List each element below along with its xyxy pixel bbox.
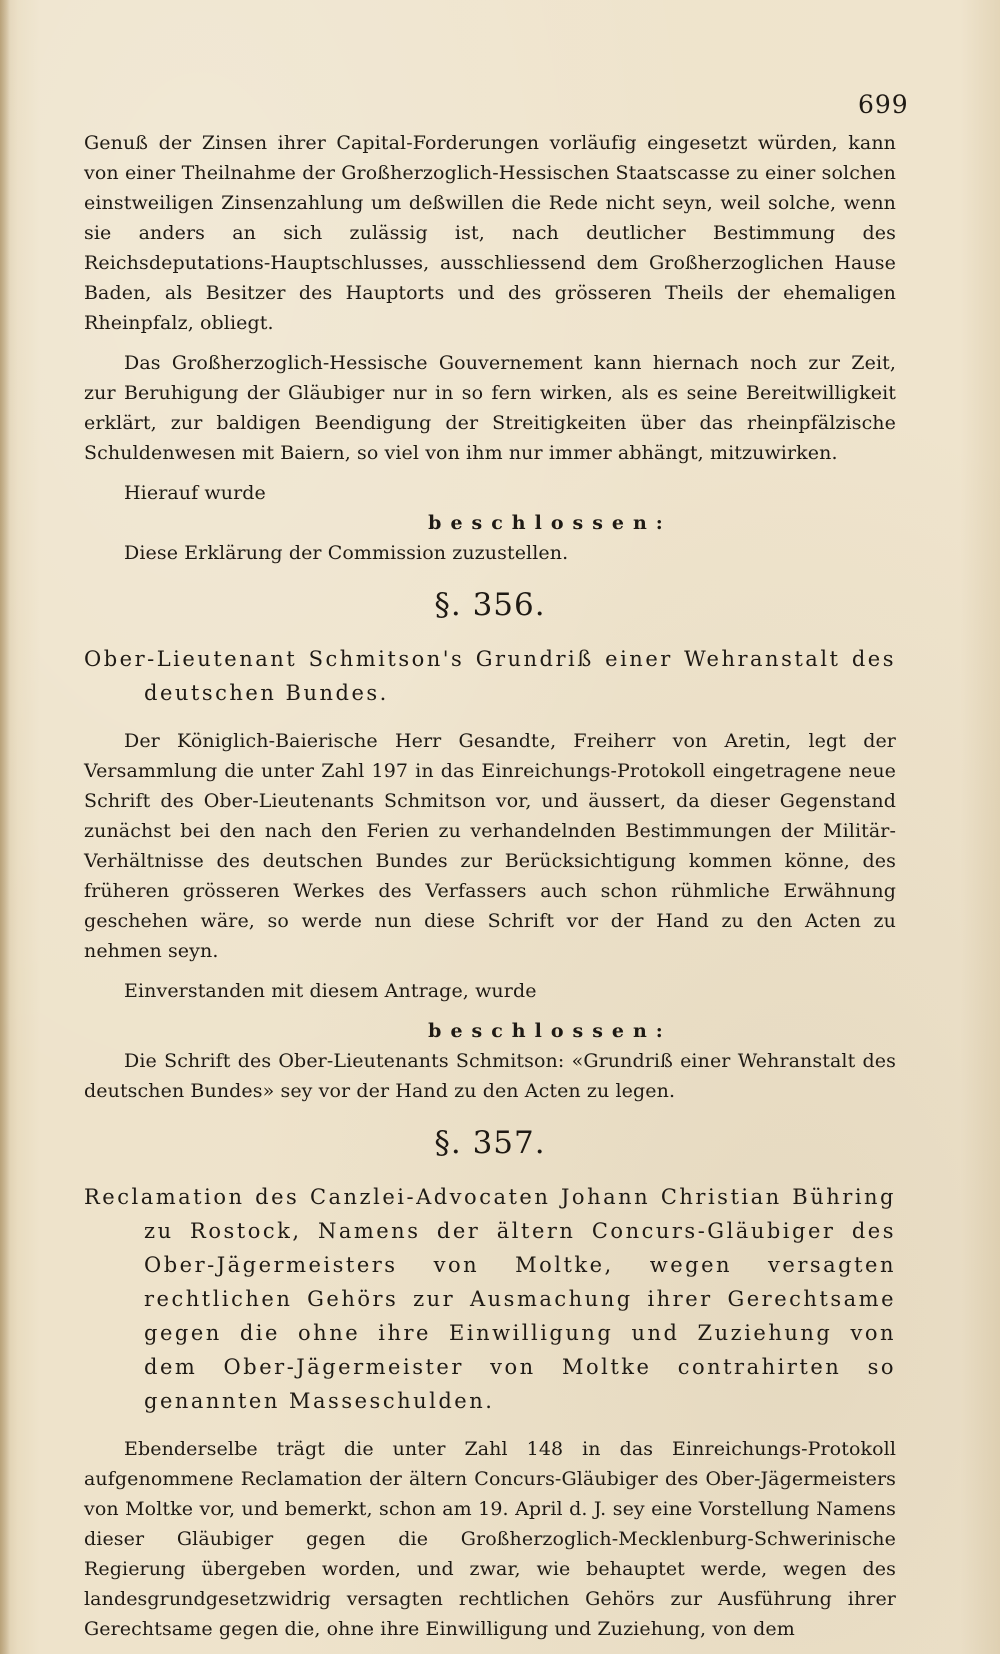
paragraph-resolution-1: Diese Erklärung der Commission zuzustellen.	[124, 542, 569, 564]
paragraph-einverstanden: Einverstanden mit diesem Antrage, wurde	[124, 980, 537, 1002]
resolution-heading-1: beschlossen:	[428, 512, 672, 534]
page-body	[84, 128, 896, 1644]
paragraph-reclamation-presentation: Ebenderselbe trägt die unter Zahl 148 in das Einreichungs-Protokoll aufgenommene Reclamation der ältern Concurs-Gläubiger des Ober-Jägermeisters von Moltke vor, und bemerkt, schon am 19. April d. J. sey eine Vorstellung Namens dieser Gläubiger gegen die Großherzoglich-Mecklenburg-Schwerinische Regierung übergeben worden, und zwar, wie behauptet werde, wegen des landesgrundgesetzwidrig versagten rechtlichen Gehörs zur Ausführung ihrer Gerechtsame gegen die, ohne ihre Einwilligung und Zuziehung, von dem	[84, 1438, 896, 1640]
page-number: 699	[858, 90, 909, 119]
resolution-heading-2: beschlossen:	[428, 1020, 672, 1042]
paragraph-hessian-government: Das Großherzoglich-Hessische Gouvernement kann hiernach noch zur Zeit, zur Beruhigung der Gläubiger nur in so fern wirken, als es seine Bereitwilligkeit erklärt, zur baldigen Beendigung der Streitigkeiten über das rheinpfälzische Schuldenwesen mit Baiern, so viel von ihm nur immer abhängt, mitzuwirken.	[84, 352, 896, 464]
paragraph-hierauf: Hierauf wurde	[124, 482, 266, 504]
paragraph-resolution-2: Die Schrift des Ober-Lieutenants Schmitson: «Grundriß einer Wehranstalt des deutschen Bundes» sey vor der Hand zu den Acten zu legen.	[84, 1050, 896, 1102]
paragraph-aretin-proposal: Der Königlich-Baierische Herr Gesandte, Freiherr von Aretin, legt der Versammlung die unter Zahl 197 in das Einreichungs-Protokoll eingetragene neue Schrift des Ober-Lieutenants Schmitson vor, und äussert, da dieser Gegenstand zunächst bei den nach den Ferien zu verhandelnden Bestimmungen der Militär-Verhältnisse des deutschen Bundes zur Berücksichtigung kommen könne, des früheren grösseren Werkes des Verfassers auch schon rühmliche Erwähnung geschehen wäre, so werde nun diese Schrift vor der Hand zu den Acten zu nehmen seyn.	[84, 730, 896, 962]
section-357-heading: Reclamation des Canzlei-Advocaten Johann Christian Bühring zu Rostock, Namens der ältern Concurs-Gläubiger des Ober-Jägermeisters von Moltke, wegen versagten rechtlichen Gehörs zur Ausmachung ihrer Gerechtsame gegen die ohne ihre Einwilligung und Zuziehung von dem Ober-Jägermeister von Moltke contrahirten so genannten Masseschulden.	[84, 1185, 896, 1413]
paragraph-continuation: Genuß der Zinsen ihrer Capital-Forderungen vorläufig eingesetzt würden, kann von einer Theilnahme der Großherzoglich-Hessischen Staatscasse zu einer solchen einstweiligen Zinsenzahlung um deßwillen die Rede nicht seyn, weil solche, wenn sie anders an sich zulässig ist, nach deutlicher Bestimmung des Reichsdeputations-Hauptschlusses, ausschliessend dem Großherzoglichen Hause Baden, als Besitzer des Hauptorts und des grösseren Theils der ehemaligen Rheinpfalz, obliegt.	[84, 132, 896, 334]
page-edge-shadow	[0, 0, 10, 1654]
section-356-heading: Ober-Lieutenant Schmitson's Grundriß einer Wehranstalt des deutschen Bundes.	[84, 647, 896, 705]
section-356-title: §. 356.	[434, 587, 546, 623]
section-357-title: §. 357.	[434, 1125, 546, 1161]
